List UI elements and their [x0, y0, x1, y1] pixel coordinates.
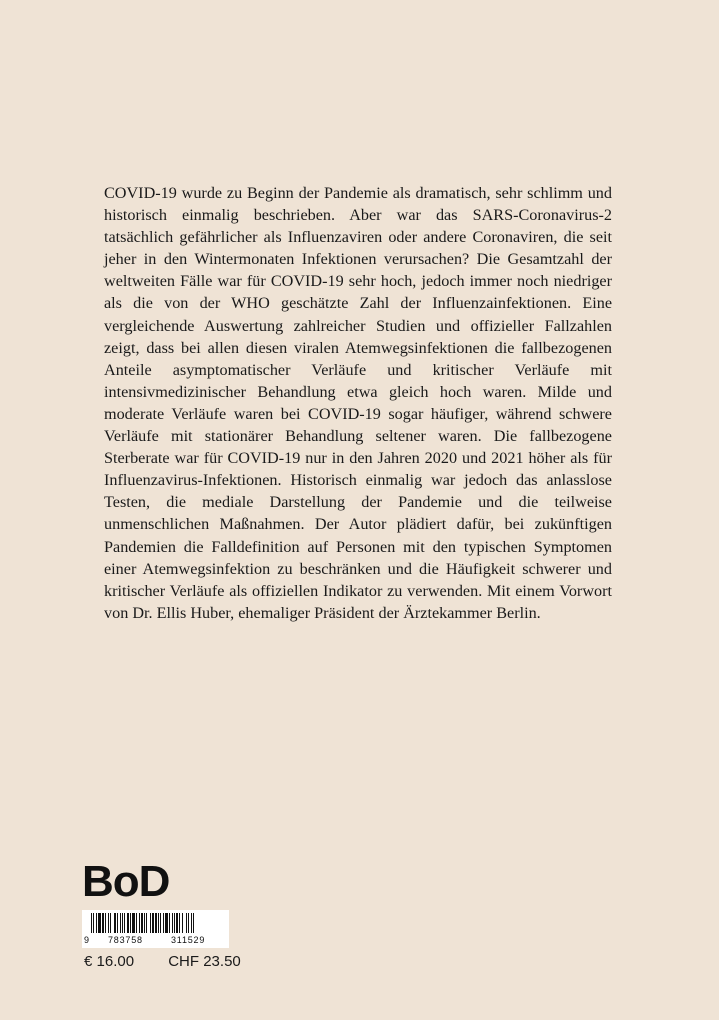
barcode-bar	[172, 913, 173, 933]
price-chf: CHF 23.50	[168, 953, 241, 970]
barcode-bar	[136, 913, 137, 933]
barcode-bar	[110, 913, 111, 933]
barcode-bar	[155, 913, 157, 933]
barcode-bar	[141, 913, 143, 933]
barcode-bar	[120, 913, 121, 933]
barcode-bar	[146, 913, 147, 933]
barcode-bar	[130, 913, 131, 933]
isbn-right-group: 311529	[171, 935, 206, 945]
isbn-barcode	[82, 910, 229, 948]
back-cover-blurb: COVID-19 wurde zu Beginn der Pandemie als dramatisch, sehr schlimm und historisch einmalig beschrieben. Aber war das SARS-Coronavirus-2 tatsächlich gefährlicher als Influenzaviren oder andere Coronaviren, die seit jeher in den Wintermonaten Infektionen verursachen? Die Gesamtzahl der weltweiten Fälle war für COVID-19 sehr hoch, jedoch immer noch niedriger als die von der WHO geschätzte Zahl der Influenzainfektionen. Eine vergleichende Auswertung zahlreicher Studien und offizieller Fallzahlen zeigt, dass bei allen diesen viralen Atemwegsinfektionen die fallbezogenen Anteile asymptomatischer Verläufe und kritischer Verläufe mit intensivmedizinischer Behandlung etwa gleich hoch waren. Milde und moderate Verläufe waren bei COVID-19 sogar häufiger, während schwere Verläufe mit stationärer Behandlung seltener waren. Die fallbezogene Sterberate war für COVID-19 nur in den Jahren 2020 und 2021 höher als für Influenzavirus-Infektionen. Historisch einmalig war jedoch das anlasslose Testen, die mediale Darstellung der Pandemie und die teilweise unmenschlichen Maßnahmen. Der Autor plädiert dafür, bei zukünftigen Pandemien die Falldefinition auf Personen mit den typischen Symptomen einer Atemwegsinfektion zu beschränken und die Häufigkeit schwerer und kritischer Verläufe als offiziellen Indikator zu verwenden. Mit einem Vorwort von Dr. Ellis Huber, ehemaliger Präsident der Ärztekammer Berlin.	[104, 184, 612, 622]
price-eur: € 16.00	[84, 953, 135, 970]
barcode-bar	[96, 913, 97, 933]
barcode-bar	[179, 913, 180, 933]
barcode-bar	[122, 913, 123, 933]
barcode-bar	[174, 913, 175, 933]
price-line	[84, 953, 241, 970]
barcode-bar	[124, 913, 125, 933]
barcode-bar	[169, 913, 170, 933]
barcode-bar	[191, 913, 192, 933]
barcode-bar	[105, 913, 106, 933]
barcode-bar	[91, 913, 92, 933]
barcode-bar	[114, 913, 116, 933]
bod-publisher-logo: BoD	[82, 857, 170, 906]
barcode-bar	[127, 913, 129, 933]
barcode-bar	[176, 913, 178, 933]
barcode-bar	[108, 913, 109, 933]
barcode-bar	[132, 913, 135, 933]
barcode-bar	[182, 913, 183, 933]
barcode-bar	[102, 913, 104, 933]
isbn-lead-digit: 9	[84, 935, 90, 945]
barcode-bar	[117, 913, 118, 933]
barcode-bar	[163, 913, 164, 933]
barcode-bar	[186, 913, 187, 933]
barcode-bar	[160, 913, 161, 933]
barcode-bar	[188, 913, 189, 933]
barcode-bars	[82, 910, 229, 948]
isbn-left-group: 783758	[108, 935, 143, 945]
barcode-bar	[165, 913, 168, 933]
barcode-bar	[158, 913, 159, 933]
barcode-bar	[150, 913, 151, 933]
barcode-bar	[144, 913, 145, 933]
barcode-bar	[93, 913, 94, 933]
barcode-bar	[98, 913, 101, 933]
barcode-bar	[193, 913, 194, 933]
barcode-bar	[139, 913, 140, 933]
barcode-bar	[152, 913, 154, 933]
